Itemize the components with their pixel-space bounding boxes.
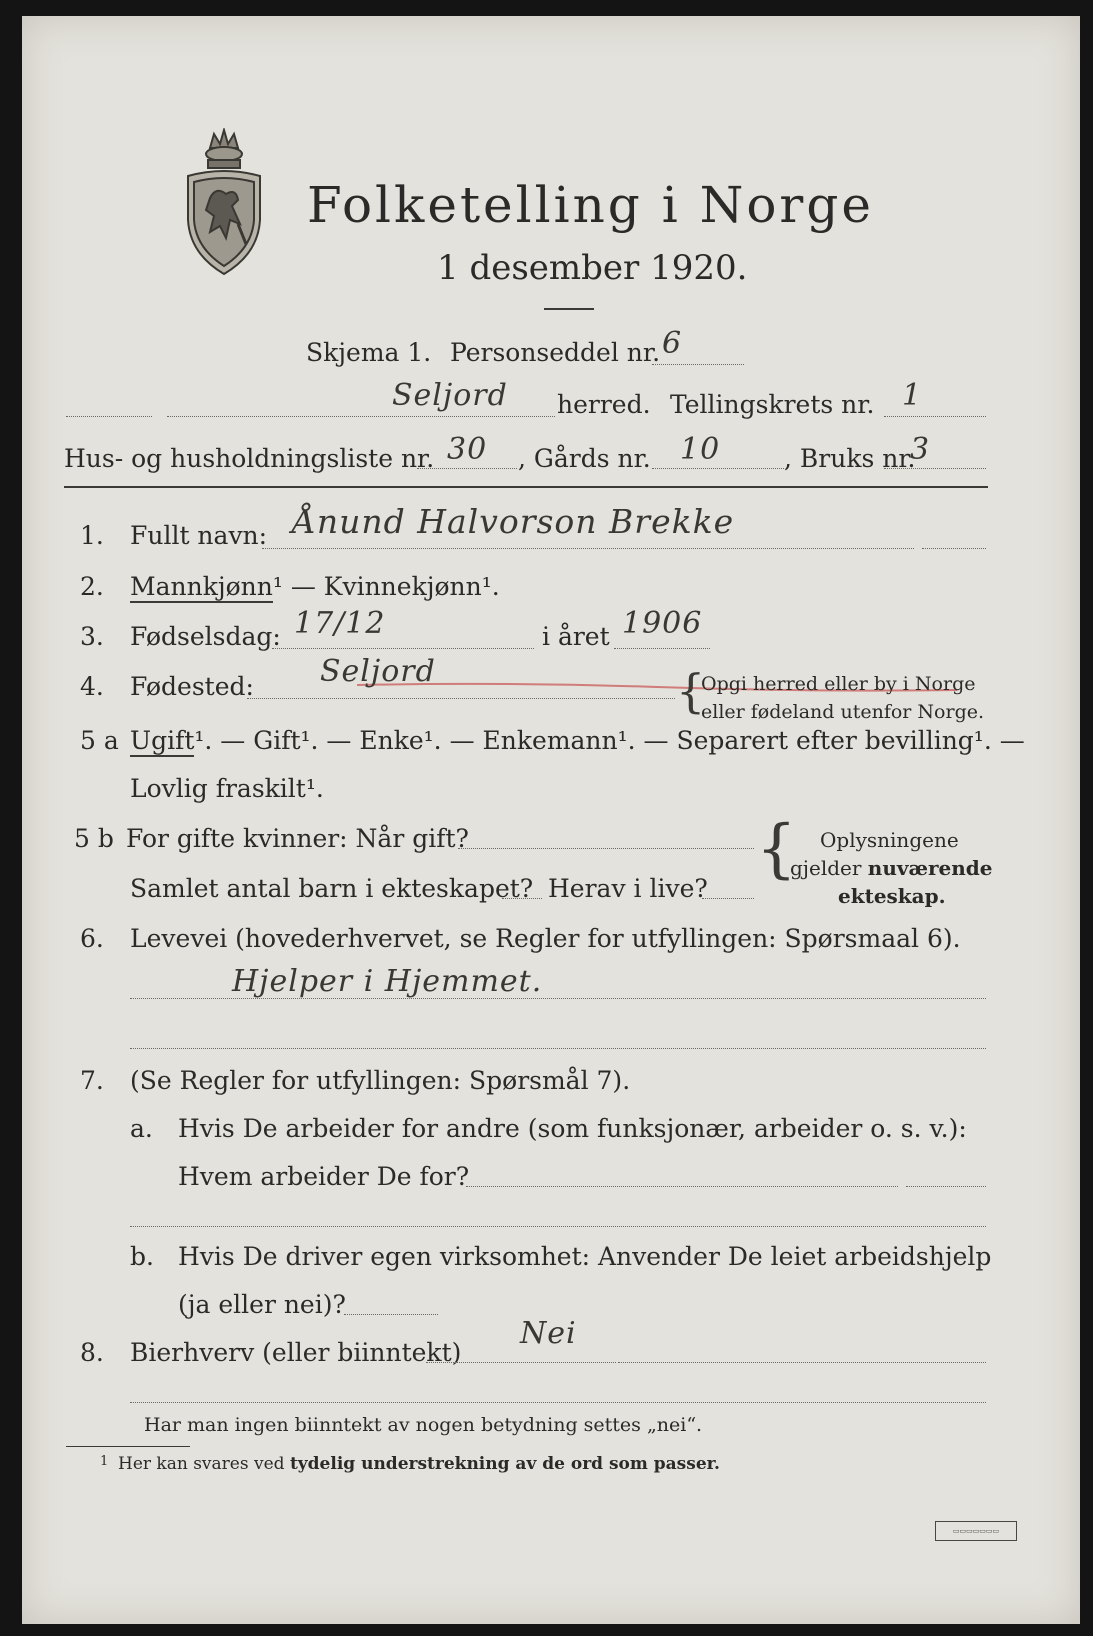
q4-label: Fødested:	[130, 672, 254, 701]
herred-label: herred.	[557, 390, 651, 419]
q5b-note-1: Oplysningene	[820, 828, 959, 852]
q5a-line2[interactable]: Lovlig fraskilt¹.	[130, 774, 324, 803]
q4-brace: {	[676, 664, 706, 718]
q7b-sub: (ja eller nei)?	[178, 1290, 346, 1319]
coat-of-arms-icon	[180, 128, 268, 280]
herred-value[interactable]: Seljord	[392, 378, 508, 413]
gards-value[interactable]: 10	[680, 432, 721, 467]
q2-number: 2.	[80, 572, 104, 601]
q4-number: 4.	[80, 672, 104, 701]
q5b-brace: {	[756, 812, 797, 886]
q5b-note-3: ekteskap.	[838, 884, 946, 908]
personseddel-label: Personseddel nr.	[450, 338, 661, 367]
q5b-number: 5 b	[74, 824, 114, 853]
q5a-number: 5 a	[80, 726, 119, 755]
q7a-letter: a.	[130, 1114, 153, 1143]
q6-number: 6.	[80, 924, 104, 953]
footnote-text: Her kan svares ved tydelig understrekning av de ord som passer.	[118, 1454, 720, 1474]
footnote-number: 1	[100, 1454, 109, 1469]
bruks-value[interactable]: 3	[910, 432, 931, 467]
form-date: 1 desember 1920.	[437, 248, 748, 288]
q7-number: 7.	[80, 1066, 104, 1095]
census-form	[22, 16, 1080, 1624]
gards-label: , Gårds nr.	[518, 444, 651, 473]
q5a-marital	[130, 726, 1025, 755]
tellingskrets-label: Tellingskrets nr.	[670, 390, 875, 419]
printer-stamp: ▭▭▭▭▭▭▭	[935, 1521, 1017, 1541]
q1-number: 1.	[80, 521, 104, 550]
full-name-value[interactable]: Ånund Halvorson Brekke	[292, 502, 735, 541]
q1-label: Fullt navn:	[130, 521, 268, 550]
personseddel-value[interactable]: 6	[662, 326, 683, 361]
year-label: i året	[542, 622, 610, 651]
q7-label: (Se Regler for utfyllingen: Spørsmål 7).	[130, 1066, 631, 1095]
q7b-letter: b.	[130, 1242, 154, 1271]
q8-label: Bierhverv (eller biinntekt)	[130, 1338, 462, 1367]
occupation-value[interactable]: Hjelper i Hjemmet.	[232, 964, 543, 999]
q7b-text: Hvis De driver egen virksomhet: Anvender De leiet arbeidshjelp	[178, 1242, 992, 1271]
marital-options[interactable]: ¹. — Gift¹. — Enke¹. — Enkemann¹. — Separert efter bevilling¹. —	[194, 726, 1025, 755]
q4-note-1: Opgi herred eller by i Norge	[701, 673, 976, 695]
q5b-label-1: For gifte kvinner: Når gift?	[126, 824, 469, 853]
q5b-label-3: Herav i live?	[548, 874, 708, 903]
female-option[interactable]: Kvinnekjønn¹.	[323, 572, 500, 601]
birth-year-value[interactable]: 1906	[622, 606, 703, 641]
tellingskrets-value[interactable]: 1	[902, 378, 923, 413]
q4-note-2: eller fødeland utenfor Norge.	[701, 701, 985, 723]
form-title: Folketelling i Norge	[307, 176, 874, 234]
q6-label: Levevei (hovederhvervet, se Regler for utfyllingen: Spørsmaal 6).	[130, 924, 961, 953]
skjema-label: Skjema 1.	[306, 338, 432, 367]
q2-sex: Mannkjønn¹ — Kvinnekjønn¹.	[130, 572, 500, 601]
q7a-text: Hvis De arbeider for andre (som funksjonær, arbeider o. s. v.):	[178, 1114, 967, 1143]
birthplace-value[interactable]: Seljord	[320, 654, 436, 689]
footer-note: Har man ingen biinntekt av nogen betydning settes „nei“.	[144, 1414, 703, 1436]
q7a-sub: Hvem arbeider De for?	[178, 1162, 470, 1191]
hus-label: Hus- og husholdningsliste nr.	[64, 444, 435, 473]
q8-number: 8.	[80, 1338, 104, 1367]
q5b-label-2: Samlet antal barn i ekteskapet?	[130, 874, 534, 903]
ugift-option[interactable]: Ugift	[130, 726, 195, 755]
q5b-note-2: gjelder nuværende	[790, 856, 993, 880]
birthday-value[interactable]: 17/12	[294, 606, 386, 641]
side-income-value[interactable]: Nei	[520, 1316, 577, 1351]
hus-value[interactable]: 30	[447, 432, 488, 467]
bruks-label: , Bruks nr.	[784, 444, 916, 473]
q3-label: Fødselsdag:	[130, 622, 281, 651]
male-option[interactable]: Mannkjønn	[130, 572, 273, 601]
q3-number: 3.	[80, 622, 104, 651]
